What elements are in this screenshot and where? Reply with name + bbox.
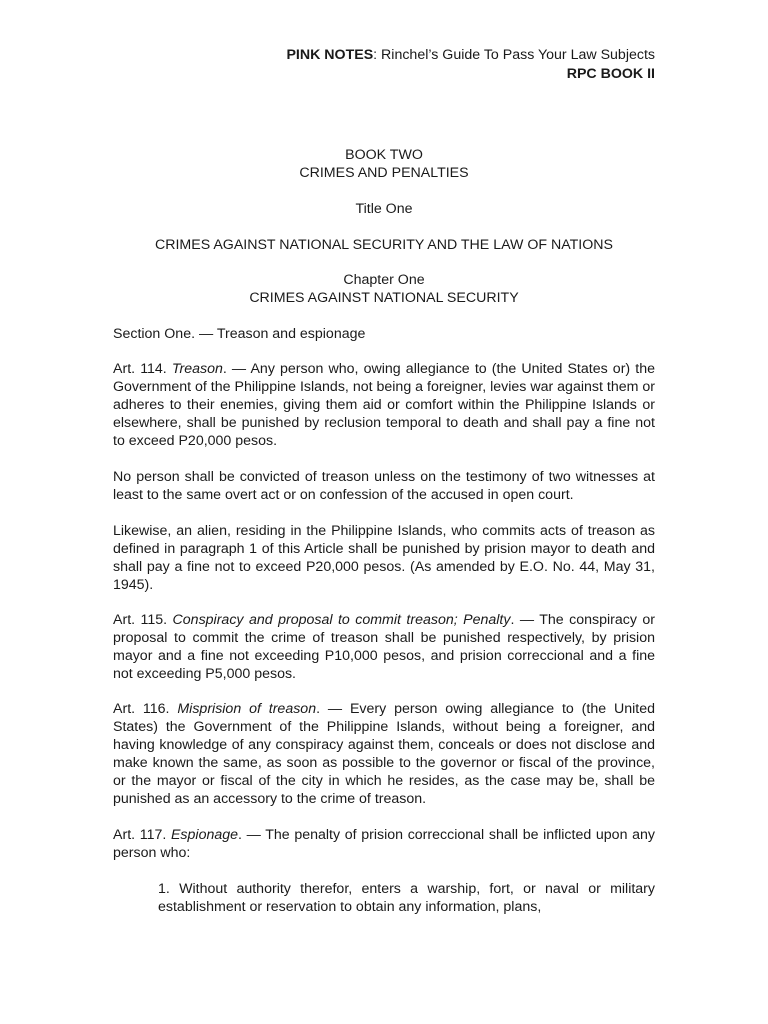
title-label: Title One bbox=[355, 201, 413, 217]
article-name: Misprision of treason bbox=[177, 701, 317, 717]
page-header bbox=[286, 46, 655, 84]
section-heading: Section One. — Treason and espionage bbox=[113, 326, 366, 342]
article-number: Art. 117. bbox=[113, 827, 171, 843]
article-name: Conspiracy and proposal to commit treason; Penalty bbox=[172, 612, 511, 628]
chapter-name: CRIMES AGAINST NATIONAL SECURITY bbox=[249, 290, 519, 306]
article-number: Art. 116. bbox=[113, 701, 178, 717]
book-label: BOOK TWO bbox=[345, 147, 423, 163]
header-section: RPC BOOK II bbox=[566, 66, 655, 82]
chapter-label: Chapter One bbox=[343, 272, 425, 288]
article-text: . — Any person who, owing allegiance to (the United States or) the Government of the Philippine Islands, not being a foreigner, levies war against them or adheres to their enemies, giving them aid or comfort within the Philippine Islands or elsewhere, shall be punished by reclusion temporal to death and shall pay a fine not to exceed P20,000 pesos. bbox=[113, 361, 655, 449]
article-number: Art. 115. bbox=[113, 612, 173, 628]
title-name: CRIMES AGAINST NATIONAL SECURITY AND THE LAW OF NATIONS bbox=[154, 237, 613, 253]
article-text: . — The conspiracy or proposal to commit the crime of treason shall be punished respectively, by prision mayor and a fine not exceeding P10,000 pesos, and prision correccional and a fine not exceeding P5,000 pesos. bbox=[113, 612, 656, 682]
article-116 bbox=[113, 700, 655, 808]
article-text: . — Every person owing allegiance to (the United States) the Government of the Philippine Islands, without being a foreigner, and having knowledge of any conspiracy against them, conceals or does not disclose and make known the same, as soon as possible to the governor or fiscal of the province, or the mayor or fiscal of the city in which he resides, as the case may be, shall be punished as an accessory to the crime of treason. bbox=[113, 701, 655, 807]
header-subtitle: : Rinchel’s Guide To Pass Your Law Subjects bbox=[373, 47, 655, 63]
header-line-1 bbox=[286, 46, 655, 65]
article-text: . — The penalty of prision correccional shall be inflicted upon any person who: bbox=[113, 827, 656, 861]
article-name: Espionage bbox=[170, 827, 239, 843]
header-brand: PINK NOTES bbox=[286, 47, 374, 63]
chapter-heading bbox=[113, 271, 655, 307]
article-name: Treason bbox=[171, 361, 223, 377]
article-number: Art. 114. bbox=[113, 361, 172, 377]
article-114-paragraph-2: No person shall be convicted of treason unless on the testimony of two witnesses at least to the same overt act or on confession of the accused in open court. bbox=[113, 469, 655, 503]
article-117-item-1: 1. Without authority therefor, enters a warship, fort, or naval or military establishment or reservation to obtain any information, plans, bbox=[158, 881, 655, 915]
book-heading bbox=[113, 146, 655, 182]
article-115 bbox=[113, 611, 655, 683]
article-114-paragraph-3: Likewise, an alien, residing in the Philippine Islands, who commits acts of treason as defined in paragraph 1 of this Article shall be punished by prision mayor to death and shall pay a fine not to exceed P20,000 pesos. (As amended by E.O. No. 44, May 31, 1945). bbox=[113, 523, 655, 593]
article-117 bbox=[113, 826, 655, 862]
article-114 bbox=[113, 360, 655, 450]
book-title: CRIMES AND PENALTIES bbox=[299, 165, 469, 181]
